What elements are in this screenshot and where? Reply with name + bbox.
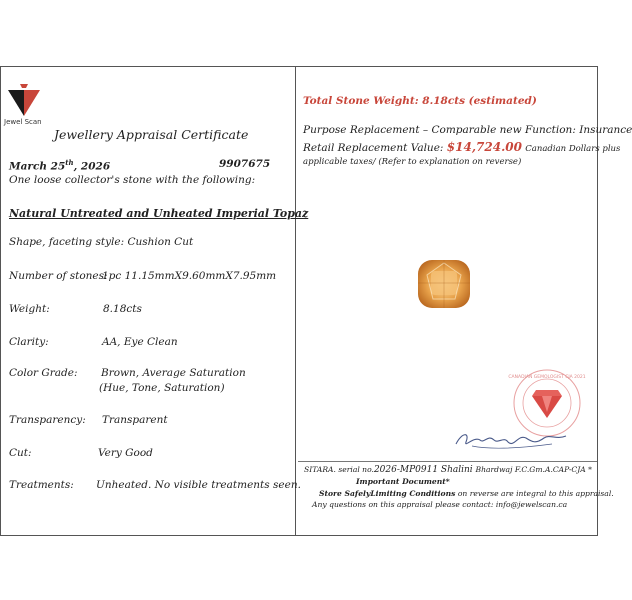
color-grade-label: Color Grade:: [9, 367, 78, 379]
certificate-number: 9907675: [219, 158, 271, 170]
cut-label: Cut:: [9, 447, 32, 459]
transparency-value: Transparent: [102, 414, 168, 426]
cut-value: Very Good: [98, 447, 153, 459]
weight-value: 8.18cts: [103, 303, 142, 315]
stone-name: Natural Untreated and Unheated Imperial Topaz: [9, 207, 309, 220]
purpose-text: Purpose Replacement – Comparable new Function: Insurance: [303, 124, 632, 136]
clarity-label: Clarity:: [9, 336, 49, 348]
store-safely-text: Store SafelyLimiting Conditions on reverse are integral to this appraisal.: [319, 489, 614, 498]
svg-text:Shalini Bhardwaj: Shalini Bhardwaj: [452, 426, 461, 427]
stones-label: Number of stones:: [9, 270, 108, 282]
color-grade-value: Brown, Average Saturation: [101, 367, 246, 379]
treatments-value: Unheated. No visible treatments seen.: [96, 479, 301, 491]
weight-label: Weight:: [9, 303, 50, 315]
logo-text: Jewel Scan: [4, 118, 42, 126]
signature-icon: [452, 426, 570, 452]
gemstone-image-icon: [415, 255, 473, 313]
color-grade-note: (Hue, Tone, Saturation): [99, 382, 225, 394]
total-stone-weight: Total Stone Weight: 8.18cts (estimated): [303, 95, 537, 107]
important-document: Important Document*: [356, 477, 450, 486]
retail-value-note: applicable taxes/ (Refer to explanation on reverse): [303, 157, 522, 167]
column-divider: [295, 66, 296, 536]
retail-value: $14,724.00: [446, 140, 522, 154]
serial-separator: [298, 461, 597, 462]
retail-value-line: Retail Replacement Value: $14,724.00 Canadian Dollars plus: [303, 140, 621, 154]
shape-text: Shape, faceting style: Cushion Cut: [9, 236, 194, 248]
questions-contact: Any questions on this appraisal please contact: info@jewelscan.ca: [312, 500, 568, 509]
stones-value: 1pc 11.15mmX9.60mmX7.95mm: [102, 270, 277, 282]
treatments-label: Treatments:: [9, 479, 74, 491]
serial-line: SITARA. serial no.2026-MP0911 Shalini Bhardwaj F.C.Gm.A.CAP-CJA *: [304, 465, 592, 475]
certificate-date: March 25th, 2026: [9, 158, 111, 173]
transparency-label: Transparency:: [9, 414, 86, 426]
certificate-title: Jewellery Appraisal Certificate: [54, 127, 249, 142]
intro-text: One loose collector's stone with the following:: [9, 174, 256, 186]
seal-text: CANADIAN GEMOLOGIST CJA 2021: [508, 375, 586, 380]
clarity-value: AA, Eye Clean: [102, 336, 178, 348]
